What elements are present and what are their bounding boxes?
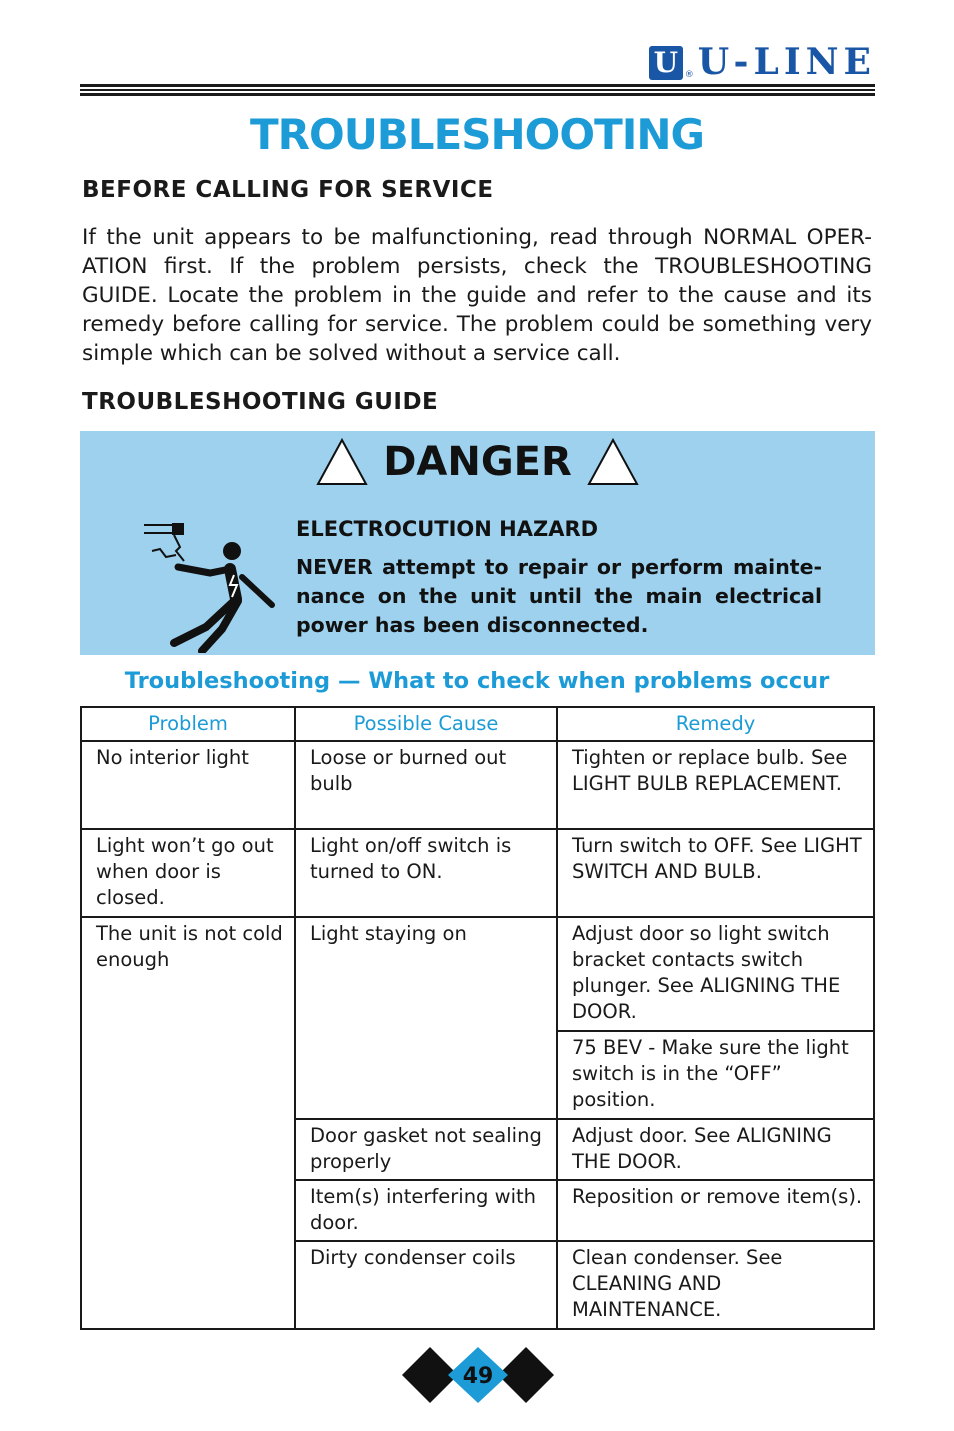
table-header-row: [81, 707, 874, 741]
guide-heading: TROUBLESHOOTING GUIDE: [82, 389, 439, 415]
problem-cell: No interior light: [81, 741, 295, 829]
logo-mark: U: [649, 46, 683, 80]
remedy-cell: Reposition or remove item(s).: [557, 1180, 874, 1241]
page-number: 49: [462, 1364, 494, 1389]
cause-cell: Item(s) interfering with door.: [295, 1180, 557, 1241]
column-header-cause: Possible Cause: [295, 707, 557, 741]
page-number-badge: [402, 1347, 554, 1403]
electrocution-hazard-icon: [138, 517, 278, 653]
warning-triangle-icon: [586, 437, 640, 487]
brand-logo: [649, 41, 876, 83]
logo-registered-mark: ®: [684, 70, 694, 80]
hazard-warning-text: NEVER attempt to repair or perform mainte-nance on the unit until the main electrical power has been disconnected.: [296, 555, 822, 637]
warning-triangle-icon: [315, 437, 369, 487]
cause-cell: Light staying on: [295, 917, 557, 1119]
remedy-cell: 75 BEV - Make sure the light switch is in the “OFF” position.: [557, 1031, 874, 1119]
cause-cell: Dirty condenser coils: [295, 1241, 557, 1329]
problem-cell: Light won’t go out when door is closed.: [81, 829, 295, 917]
remedy-cell: Clean condenser. See CLEANING AND MAINTENANCE.: [557, 1241, 874, 1329]
hazard-title: ELECTROCUTION HAZARD: [296, 517, 599, 541]
cause-cell: Loose or burned out bulb: [295, 741, 557, 829]
troubleshooting-table: [80, 706, 875, 1330]
table-row: [81, 829, 874, 917]
column-header-problem: Problem: [81, 707, 295, 741]
remedy-cell: Turn switch to OFF. See LIGHT SWITCH AND BULB.: [557, 829, 874, 917]
column-header-remedy: Remedy: [557, 707, 874, 741]
problem-cell: The unit is not cold enough: [81, 917, 295, 1329]
danger-label: DANGER: [383, 439, 572, 485]
table-row: [81, 741, 874, 829]
table-title: Troubleshooting — What to check when problems occur: [124, 668, 830, 694]
before-service-paragraph: If the unit appears to be malfunctioning, read through NORMAL OPER-ATION first. If the problem persists, check the TROUBLESHOOTING GUIDE. Locate the problem in the guide and refer to the cause and its remedy before calling for service. The problem could be something very simple which can be solved without a service call.: [82, 225, 872, 366]
before-service-heading: BEFORE CALLING FOR SERVICE: [82, 177, 494, 203]
remedy-cell: Tighten or replace bulb. See LIGHT BULB REPLACEMENT.: [557, 741, 874, 829]
remedy-cell: Adjust door so light switch bracket contacts switch plunger. See ALIGNING THE DOOR.: [557, 917, 874, 1031]
cause-cell: Light on/off switch is turned to ON.: [295, 829, 557, 917]
cause-cell: Door gasket not sealing properly: [295, 1119, 557, 1180]
table-row: [81, 917, 874, 1031]
logo-wordmark: U-LINE: [697, 41, 876, 83]
danger-panel: [80, 431, 875, 655]
remedy-cell: Adjust door. See ALIGNING THE DOOR.: [557, 1119, 874, 1180]
header-rule: [80, 84, 875, 98]
danger-header: [80, 437, 875, 487]
page-title: TROUBLESHOOTING: [250, 110, 704, 159]
